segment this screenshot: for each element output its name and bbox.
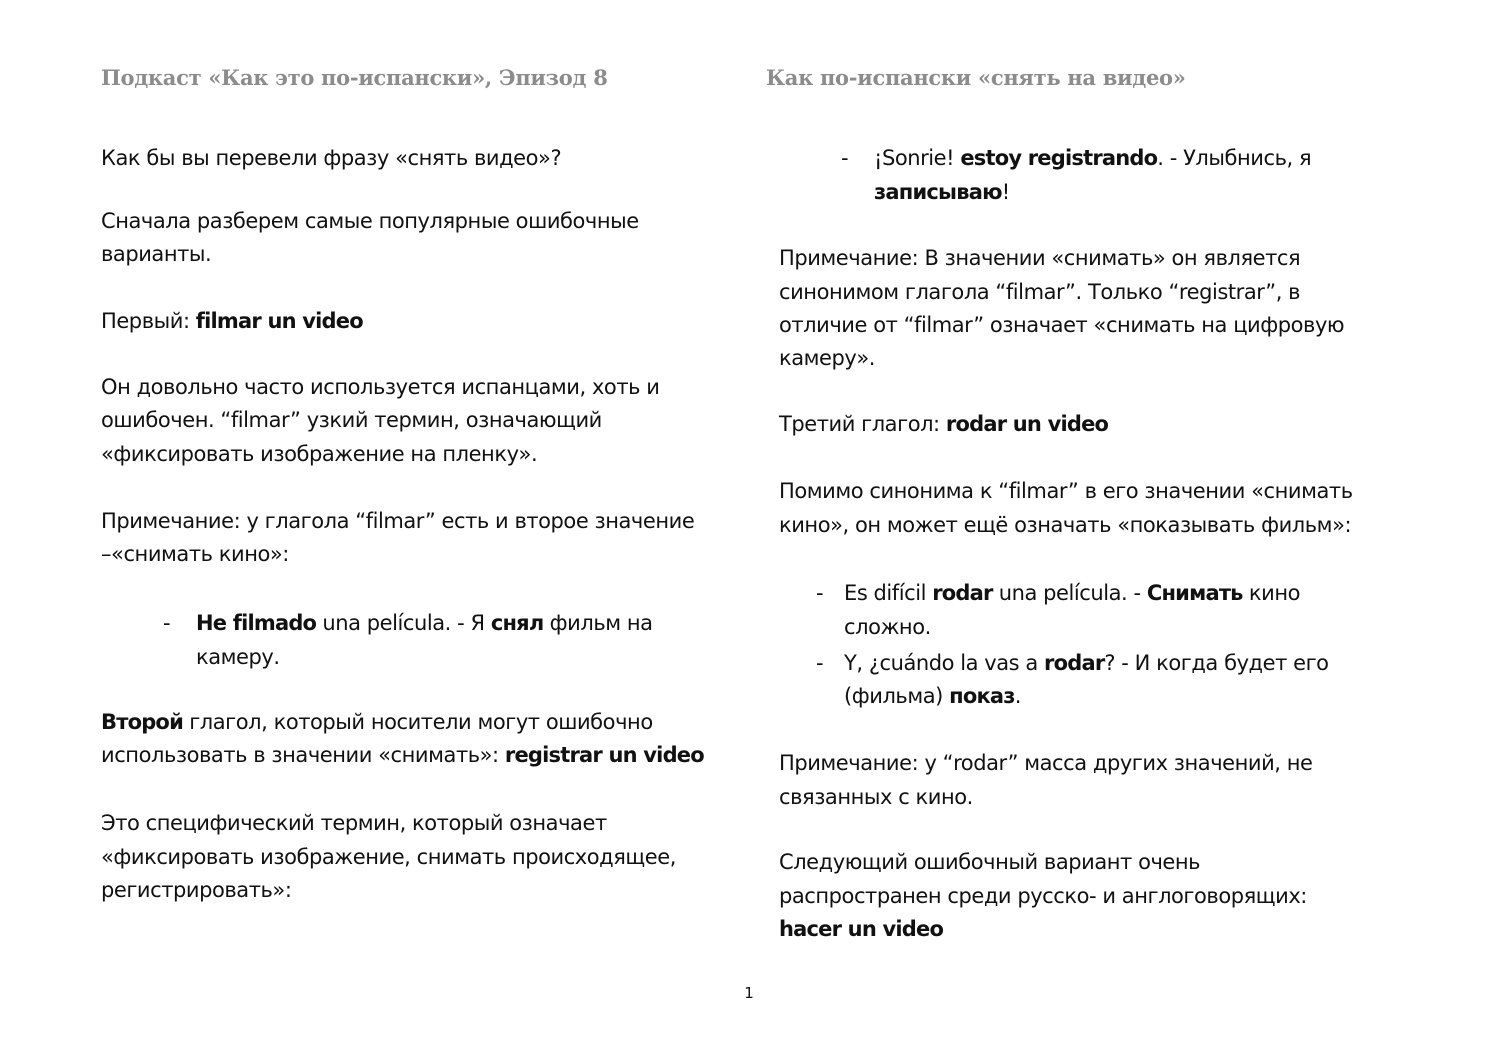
paragraph-line: Он довольно часто используется испанцами, хоть и bbox=[101, 375, 660, 399]
example-line: (фильма) показ. bbox=[844, 684, 1021, 708]
intro-line: варианты. bbox=[101, 242, 212, 266]
note-line: Примечание: В значении «снимать» он является bbox=[779, 246, 1301, 270]
bullet-dash: - bbox=[163, 611, 171, 635]
paragraph-line: кино», он может ещё означать «показывать фильм»: bbox=[779, 513, 1352, 537]
example-line: Es difícil rodar una película. - Снимать кино bbox=[844, 581, 1301, 605]
second-variant-line: использовать в значении «снимать»: registrar un video bbox=[101, 743, 704, 767]
paragraph-line: «фиксировать изображение на пленку». bbox=[101, 442, 538, 466]
paragraph-line bbox=[779, 916, 943, 942]
first-variant-label: Первый: bbox=[101, 309, 196, 333]
note-line: связанных с кино. bbox=[779, 785, 973, 809]
note-line: отличие от “filmar” означает «снимать на цифровую bbox=[779, 313, 1345, 337]
third-variant-term: rodar un video bbox=[945, 412, 1109, 436]
page-number: 1 bbox=[744, 984, 754, 1002]
example-line: ¡Sonrie! estoy registrando. - Улыбнись, я bbox=[874, 146, 1312, 170]
second-variant-line: Второй глагол, который носители могут ошибочно bbox=[101, 710, 653, 734]
example-line: He filmado una película. - Я снял фильм на bbox=[196, 611, 653, 635]
note-line: Примечание: у глагола “filmar” есть и второе значение bbox=[101, 509, 695, 533]
last-variant-term: hacer un video bbox=[779, 917, 944, 941]
third-variant-label: Третий глагол: bbox=[779, 412, 946, 436]
paragraph-line: «фиксировать изображение, снимать происходящее, bbox=[101, 845, 676, 869]
bullet-dash: - bbox=[816, 651, 824, 675]
bullet-dash: - bbox=[816, 581, 824, 605]
right-header: Как по-испански «снять на видео» bbox=[766, 65, 1186, 90]
left-header: Подкаст «Как это по-испански», Эпизод 8 bbox=[101, 65, 608, 90]
note-line: камеру». bbox=[779, 346, 875, 370]
paragraph-line: ошибочен. “filmar” узкий термин, означающий bbox=[101, 408, 602, 432]
paragraph-line: распространен среди русско- и англоговорящих: bbox=[779, 884, 1307, 908]
second-variant-term: registrar un video bbox=[504, 743, 704, 767]
note-line: синонимом глагола “filmar”. Только “registrar”, в bbox=[779, 280, 1301, 304]
note-line: Примечание: у “rodar” масса других значений, не bbox=[779, 751, 1313, 775]
paragraph-line: Помимо синонима к “filmar” в его значении «снимать bbox=[779, 479, 1353, 503]
paragraph-line: Это специфический термин, который означает bbox=[101, 811, 607, 835]
example-line: записываю! bbox=[874, 180, 1010, 204]
third-variant-line bbox=[779, 411, 1108, 437]
note-line: –«снимать кино»: bbox=[101, 542, 289, 566]
question-line: Как бы вы перевели фразу «снять видео»? bbox=[101, 146, 562, 170]
intro-line: Сначала разберем самые популярные ошибочные bbox=[101, 209, 639, 233]
example-line: сложно. bbox=[844, 615, 931, 639]
first-variant-line bbox=[101, 308, 363, 334]
first-variant-term: filmar un video bbox=[195, 309, 363, 333]
paragraph-line: Следующий ошибочный вариант очень bbox=[779, 850, 1201, 874]
bullet-dash: - bbox=[841, 146, 849, 170]
paragraph-line: регистрировать»: bbox=[101, 878, 292, 902]
example-line: камеру. bbox=[196, 645, 280, 669]
example-line: Y, ¿cuándo la vas a rodar? - И когда будет его bbox=[844, 651, 1329, 675]
